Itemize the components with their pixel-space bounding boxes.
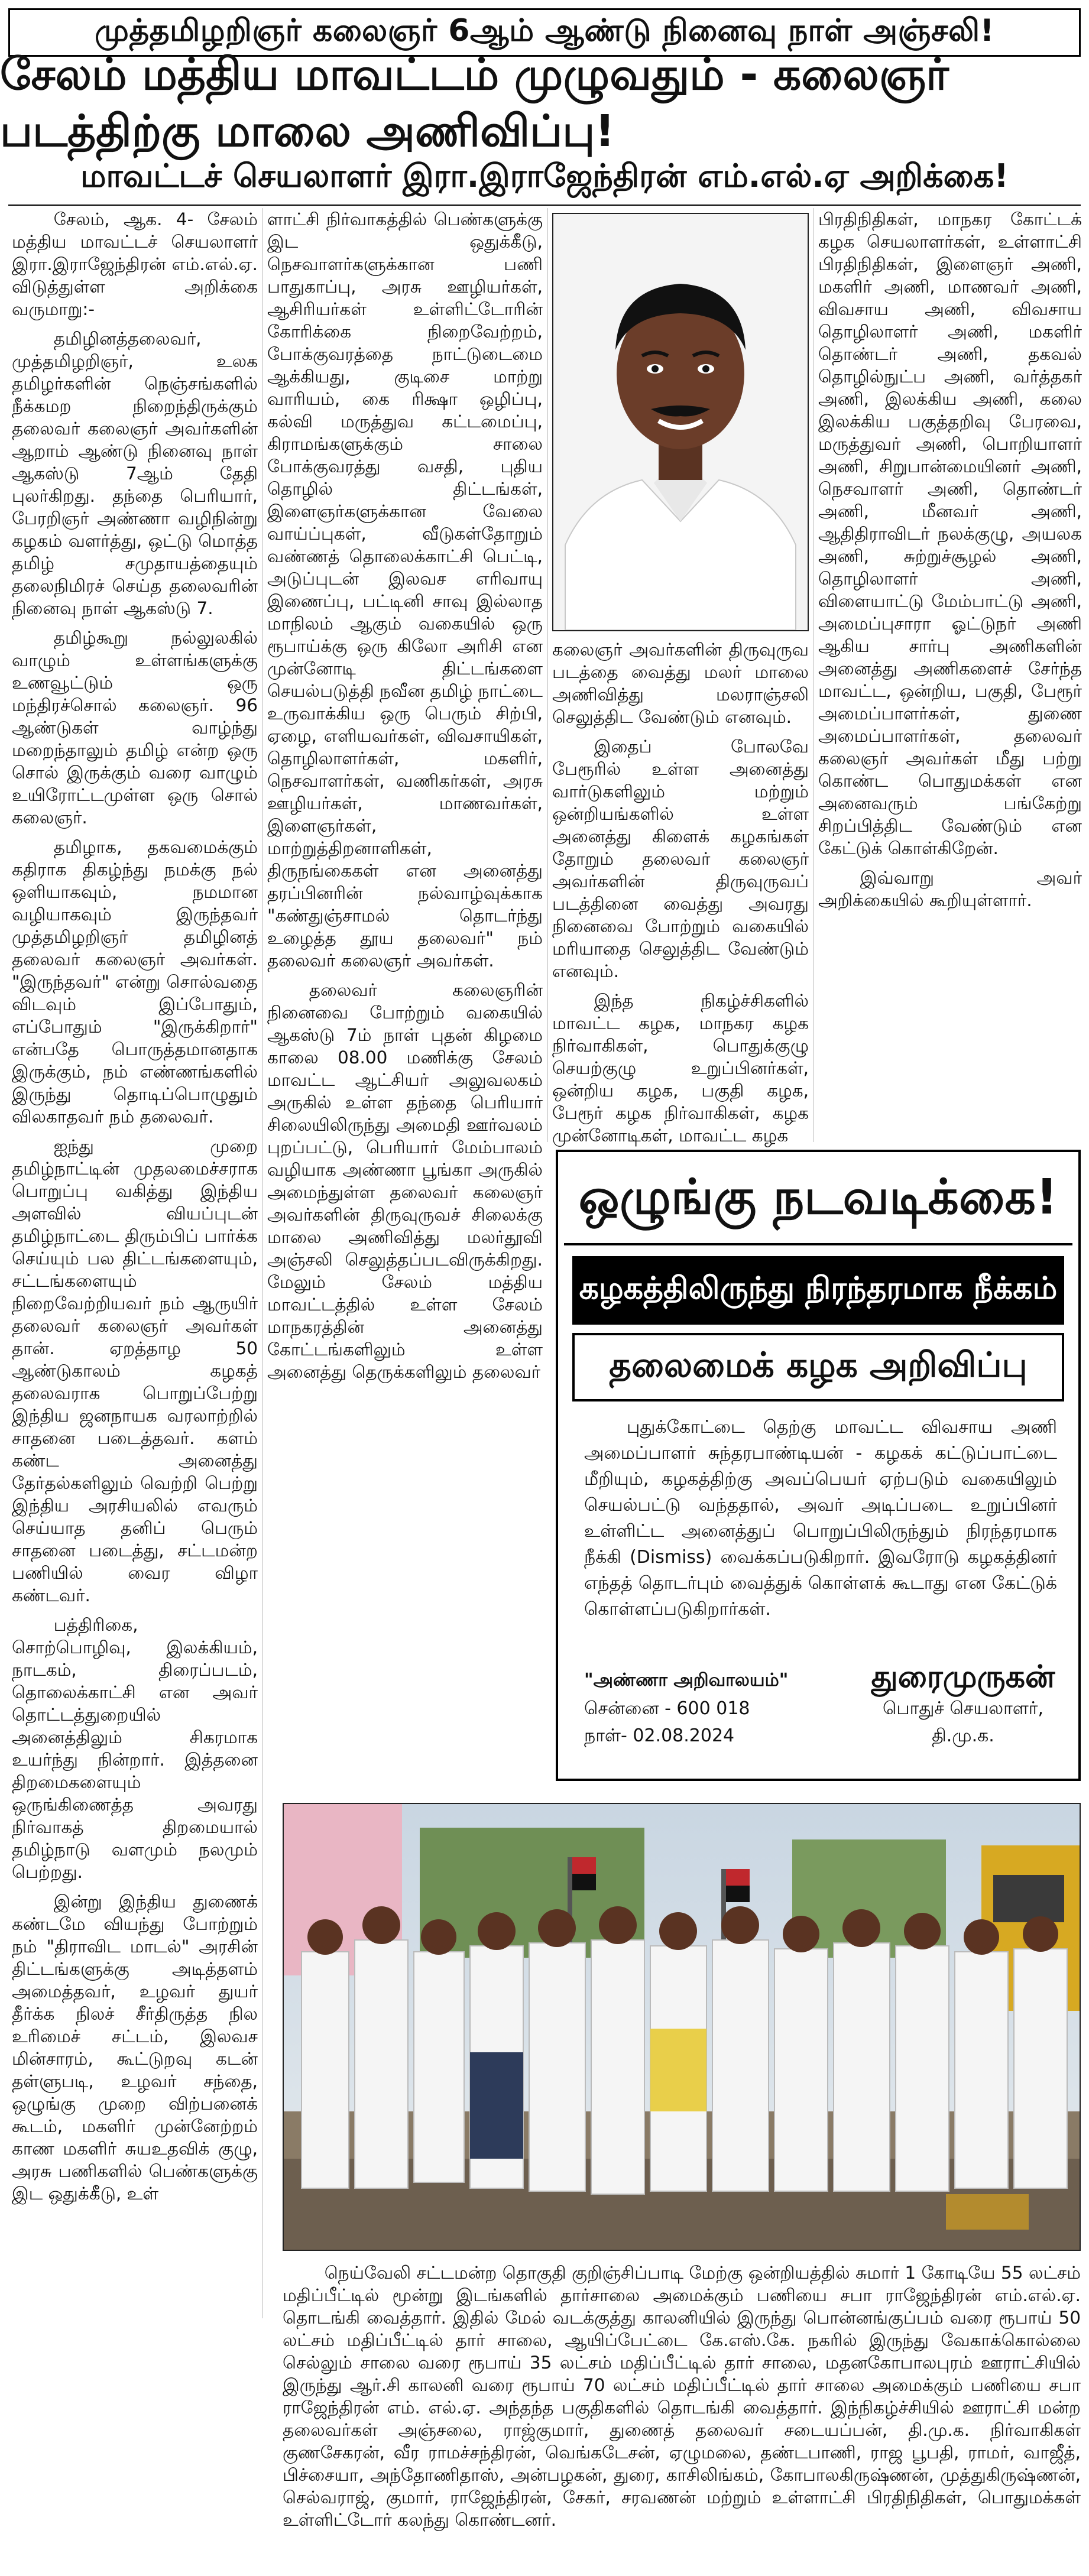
event-photo-illustration [284, 1804, 1080, 2250]
notice-headquarters-announcement: தலைமைக் கழக அறிவிப்பு [572, 1333, 1064, 1401]
photo-caption: நெய்வேலி சட்டமன்ற தொகுதி குறிஞ்சிப்பாடி மேற்கு ஒன்றியத்தில் சுமார் 1 கோடியே 55 லட்சம் மதிப்பீட்டில் மூன்று இடங்களில் தார்சாலை அமைக்கும் பணியை சபா ராஜேந்திரன் எம்.எல்.ஏ. தொடங்கி வைத்தார். இதில் மேல் வடக்குத்து காலனியில் இருந்து பொன்னங்குப்பம் வரை ரூபாய் 50 லட்சம் மதிப்பீட்டில் தார் சாலை, ஆயிப்பேட்டை கே.எஸ்.கே. நகரில் இருந்து வேகாக்கொல்லை செல்லும் சாலை வரை ரூபாய் 35 லட்சம் மதிப்பீட்டில் தார் சாலை, மதனகோபாலபுரம் ஊராட்சியில் இருந்து ஆர்.சி காலனி வரை ரூபாய் 70 லட்சம் மதிப்பீட்டில் தார் சாலை அமைக்கும் பணியை சபா ராஜேந்திரன் எம். எல்.ஏ. அந்தந்த பகுதிகளில் தொடங்கி வைத்தார். இந்நிகழ்ச்சியில் ஊராட்சி மன்ற தலைவர்கள் அஞ்சலை, ராஜ்குமார், துணைத் தலைவர் சடையப்பன், தி.மு.க. நிர்வாகிகள் குணசேகரன், வீர ராமச்சந்திரன், வெங்கடேசன், ஏழுமலை, தண்டபாணி, ராஜ பூபதி, ராமர், வாஜீத், பிச்சையா, அந்தோணிதாஸ், அன்பழகன், துரை, காசிலிங்கம், கோபாலகிருஷ்ணன், முத்துகிருஷ்ணன், செல்வராஜ், குமார், ராஜேந்திரன், சேகர், சரவணன் மற்றும் உள்ளாட்சி பிரதிநிதிகள், பொதுமக்கள் உள்ளிட்டோர் கலந்து கொண்டனர். [283, 2263, 1081, 2530]
paragraph: தமிழாக, தகவமைக்கும் கதிராக திகழ்ந்து நமக்கு நல் ஒளியாகவும், நமமான வழியாகவும் இருந்தவர் முத்தமிழறிஞர் தமிழினத் தலைவர் கலைஞர் அவர்கள். "இருந்தவர்" என்று சொல்வதை விடவும் இப்போதும், எப்போதும் "இருக்கிறார்" என்பதே பொருத்தமானதாக இருக்கும், நம் எண்ணங்களில் இருந்து தொடிப்பொழுதும் விலகாதவர் நம் தலைவர். [12, 837, 258, 1127]
paragraph: கலைஞர் அவர்களின் திருவுருவ படத்தை வைத்து மலர் மாலை அணிவித்து மலராஞ்சலி செலுத்திட வேண்டும் எனவும். [552, 640, 809, 727]
article-column-2 [267, 208, 543, 1709]
column-divider [262, 208, 263, 2318]
paragraph: இதைப் போலவே பேரூரில் உள்ள அனைத்து வார்டுகளிலும் மற்றும் ஒன்றியங்களில் உள்ள அனைத்து கிளைக் கழகங்கள் தோறும் தலைவர் கலைஞர் அவர்களின் திருவுருவப் படத்தினை வைத்து அவரது நினைவை போற்றும் வகையில் மரியாதை செலுத்திட வேண்டும் எனவும். [552, 737, 809, 981]
article-column-4 [818, 208, 1082, 1214]
subhead-rule [8, 205, 1081, 206]
column-divider [547, 208, 548, 1142]
memorial-banner: முத்தமிழறிஞர் கலைஞர் 6ஆம் ஆண்டு நினைவு நாள் அஞ்சலி! [8, 8, 1081, 57]
notice-title: ஒழுங்கு நடவடிக்கை! [564, 1158, 1072, 1245]
subheadline: மாவட்டச் செயலாளர் இரா.இராஜேந்திரன் எம்.எல்.ஏ அறிக்கை! [80, 157, 1009, 194]
notice-party: தி.மு.க. [932, 1725, 994, 1746]
event-photo [283, 1803, 1081, 2251]
column-divider [813, 208, 814, 1142]
paragraph: இந்த நிகழ்ச்சிகளில் மாவட்ட கழக, மாநகர கழக நிர்வாகிகள், பொதுக்குழு செயற்குழு உறுப்பினர்கள், ஒன்றிய கழக, பகுதி கழக, பேரூர் கழக நிர்வாகிகள், கழக முன்னோடிகள், மாவட்ட கழக [552, 991, 809, 1146]
notice-signatory: துரைமுருகன் [871, 1659, 1055, 1695]
notice-subtitle: கழகத்திலிருந்து நிரந்தரமாக நீக்கம் [572, 1256, 1064, 1325]
portrait-photo [552, 213, 809, 631]
paragraph: பிரதிநிதிகள், மாநகர கோட்டக் கழக செயலாளர்கள், உள்ளாட்சி பிரதிநிதிகள், இளைஞர் அணி, மகளிர் அணி, மாணவர் அணி, விவசாய அணி, விவசாய தொழிலாளர் அணி, மகளிர் தொண்டர் அணி, தகவல் தொழில்நுட்ப அணி, வர்த்தகர் அணி, இலக்கிய அணி, கலை இலக்கிய பகுத்தறிவு பேரவை, மருத்துவர் அணி, பொறியாளர் அணி, சிறுபான்மையினர் அணி, நெசவாளர் அணி, தொண்டர் அணி, மீனவர் அணி, ஆதிதிராவிடர் நலக்குழு, அயலக அணி, சுற்றுச்சூழல் அணி, தொழிலாளர் அணி, விளையாட்டு மேம்பாட்டு அணி, அமைப்புசாரா ஓட்டுநர் அணி ஆகிய சார்பு அணிகளின் அனைத்து அணிகளைச் சேர்ந்த மாவட்ட, ஒன்றிய, பகுதி, பேரூர் அமைப்பாளர்கள், துணை அமைப்பாளர்கள், தலைவர் கலைஞர் அவர்கள் மீது பற்று கொண்ட பொதுமக்கள் என அனைவரும் பங்கேற்று சிறப்பித்திட வேண்டும் என கேட்டுக் கொள்கிறேன். [818, 209, 1082, 858]
paragraph: பத்திரிகை, சொற்பொழிவு, இலக்கியம், நாடகம், திரைப்படம், தொலைக்காட்சி என அவர் தொட்டத்துறையில் அனைத்திலும் சிகரமாக உயர்ந்து நின்றார். இத்தனை திறமைகளையும் ஒருங்கிணைத்த அவரது நிர்வாகத் திறமையால் தமிழ்நாடு வளமும் நலமும் பெற்றது. [12, 1615, 258, 1882]
paragraph: ஐந்து முறை தமிழ்நாட்டின் முதலமைச்சராக பொறுப்பு வகித்து இந்திய அளவில் வியப்புடன் தமிழ்நாட்டை திரும்பிப் பார்க்க செய்யும் பல திட்டங்களையும், சட்டங்களையும் நிறைவேற்றியவர் நம் ஆருயிர் தலைவர் கலைஞர் அவர்கள் தான். ஏறத்தாழ 50 ஆண்டுகாலம் கழகத் தலைவராக பொறுப்பேற்று இந்திய ஜனநாயக வரலாற்றில் சாதனை படைத்தவர். களம் கண்ட அனைத்து தேர்தல்களிலும் வெற்றி பெற்று இந்திய அரசியலில் எவரும் செய்யாத தனிப் பெரும் சாதனை படைத்து, சட்டமன்ற பணியில் வைர விழா கண்டவர். [12, 1136, 258, 1605]
notice-city: சென்னை - 600 018 [584, 1698, 750, 1719]
paragraph: தமிழ்கூறு நல்லுலகில் வாழும் உள்ளங்களுக்கு உணவூட்டும் ஒரு மந்திரச்சொல் கலைஞர். 96 ஆண்டுகள் வாழ்ந்து மறைந்தாலும் தமிழ் என்ற ஒரு சொல் இருக்கும் வரை வாழும் உயிரோட்டமுள்ள ஒரு சொல் கலைஞர். [12, 628, 258, 828]
paragraph: சேலம், ஆக. 4- சேலம் மத்திய மாவட்டச் செயலாளர் இரா.இராஜேந்திரன் எம்.எல்.ஏ. விடுத்துள்ள அறிக்கை வருமாறு:- [12, 209, 258, 319]
paragraph: தமிழினத்தலைவர், முத்தமிழறிஞர், உலக தமிழர்களின் நெஞ்சங்களில் நீக்கமற நிறைந்திருக்கும் தலைவர் கலைஞர் அவர்களின் ஆறாம் ஆண்டு நினைவு நாள் ஆகஸ்டு 7ஆம் தேதி புலர்கிறது. தந்தை பெரியார், பேரறிஞர் அண்ணா வழிநின்று கழகம் வளர்த்து, ஒட்டு மொத்த தமிழ் சமுதாயத்தையும் தலைநிமிரச் செய்த தலைவரின் நினைவு நாள் ஆகஸ்டு 7. [12, 329, 258, 618]
disciplinary-notice [556, 1150, 1081, 1781]
notice-body: புதுக்கோட்டை தெற்கு மாவட்ட விவசாய அணி அமைப்பாளர் சுந்தரபாண்டியன் - கழகக் கட்டுப்பாட்டை மீறியும், கழகத்திற்கு அவப்பெயர் ஏற்படும் வகையிலும் செயல்பட்டு வந்ததால், அவர் அடிப்படை உறுப்பினர் உள்ளிட்ட அனைத்துப் பொறுப்பிலிருந்தும் நிரந்தரமாக நீக்கி (Dismiss) வைக்கப்படுகிறார். இவரோடு கழகத்தினர் எந்தத் தொடர்பும் வைத்துக் கொள்ளக் கூடாது என கேட்டுக் கொள்ளப்படுகிறார்கள். [584, 1417, 1057, 1620]
article-column-1 [12, 208, 258, 2319]
paragraph: ளாட்சி நிர்வாகத்தில் பெண்களுக்கு இட ஒதுக்கீடு, நெசவாளர்களுக்கான பணி பாதுகாப்பு, அரசு ஊழியர்கள், ஆசிரியர்கள் உள்ளிட்டோரின் கோரிக்கை நிறைவேற்றம், போக்குவரத்தை நாட்டுடைமை ஆக்கியது, குடிசை மாற்று வாரியம், கை ரிக்ஷா ஒழிப்பு, கல்வி மருத்துவ கட்டமைப்பு, கிராமங்களுக்கும் சாலை போக்குவரத்து வசதி, புதிய தொழில் திட்டங்கள், இளைஞர்களுக்கான வேலை வாய்ப்புகள், வீடுகள்தோறும் வண்ணத் தொலைக்காட்சி பெட்டி, அடுப்புடன் இலவச எரிவாயு இணைப்பு, பட்டினி சாவு இல்லாத மாநிலம் ஆகும் வகையில் ஒரு ரூபாய்க்கு ஒரு கிலோ அரிசி என முன்னோடி திட்டங்களை செயல்படுத்தி நவீன தமிழ் நாட்டை உருவாக்கிய ஒரு பெரும் சிற்பி, ஏழை, எளியவர்கள், விவசாயிகள், தொழிலாளர்கள், மகளிர், நெசவாளர்கள், வணிகர்கள், அரசு ஊழியர்கள், மாணவர்கள், இளைஞர்கள், மாற்றுத்திறனாளிகள், திருநங்கைகள் என அனைத்து தரப்பினரின் நல்வாழ்வுக்காக "கண்துஞ்சாமல் தொடர்ந்து உழைத்த தூய தலைவர்" நம் தலைவர் கலைஞர் அவர்கள். [267, 209, 543, 971]
notice-date: நாள்- 02.08.2024 [584, 1725, 735, 1746]
notice-office: "அண்ணா அறிவாலயம்" [584, 1670, 789, 1691]
paragraph: தலைவர் கலைஞரின் நினைவை போற்றும் வகையில் ஆகஸ்டு 7ம் நாள் புதன் கிழமை காலை 08.00 மணிக்கு சேலம் மாவட்ட ஆட்சியர் அலுவலகம் அருகில் உள்ள தந்தை பெரியார் சிலையிலிருந்து அமைதி ஊர்வலம் புறப்பட்டு, பெரியார் மேம்பாலம் வழியாக அண்ணா பூங்கா அருகில் அமைந்துள்ள தலைவர் கலைஞர் அவர்களின் திருவுருவச் சிலைக்கு மாலை அணிவித்து மலர்தூவி அஞ்சலி செலுத்தப்படவிருக்கிறது. மேலும் சேலம் மத்திய மாவட்டத்தில் உள்ள சேலம் மாநகரத்தின் அனைத்து கோட்டங்களிலும் உள்ள அனைத்து தெருக்களிலும் தலைவர் [267, 980, 543, 1382]
notice-signatory-role: பொதுச் செயலாளர், [882, 1698, 1044, 1719]
headline: சேலம் மத்திய மாவட்டம் முழுவதும் - கலைஞர் படத்திற்கு மாலை அணிவிப்பு! [0, 49, 949, 157]
paragraph: இன்று இந்திய துணைக் கண்டமே வியந்து போற்றும் நம் "திராவிட மாடல்" அரசின் திட்டங்களுக்கு அடித்தளம் அமைத்தவர், உழவர் துயர் தீர்க்க நிலச் சீர்திருத்த நில உரிமைச் சட்டம், இலவச மின்சாரம், கூட்டுறவு கடன் தள்ளுபடி, உழவர் சந்தை, ஒழுங்கு முறை விற்பனைக் கூடம், மகளிர் முன்னேற்றம் காண மகளிர் சுயஉதவிக் குழு, அரசு பணிகளில் பெண்களுக்கு இட ஒதுக்கீடு, உள் [12, 1892, 258, 2204]
paragraph: இவ்வாறு அவர் அறிக்கையில் கூறியுள்ளார். [818, 868, 1082, 910]
portrait-illustration [553, 214, 808, 630]
